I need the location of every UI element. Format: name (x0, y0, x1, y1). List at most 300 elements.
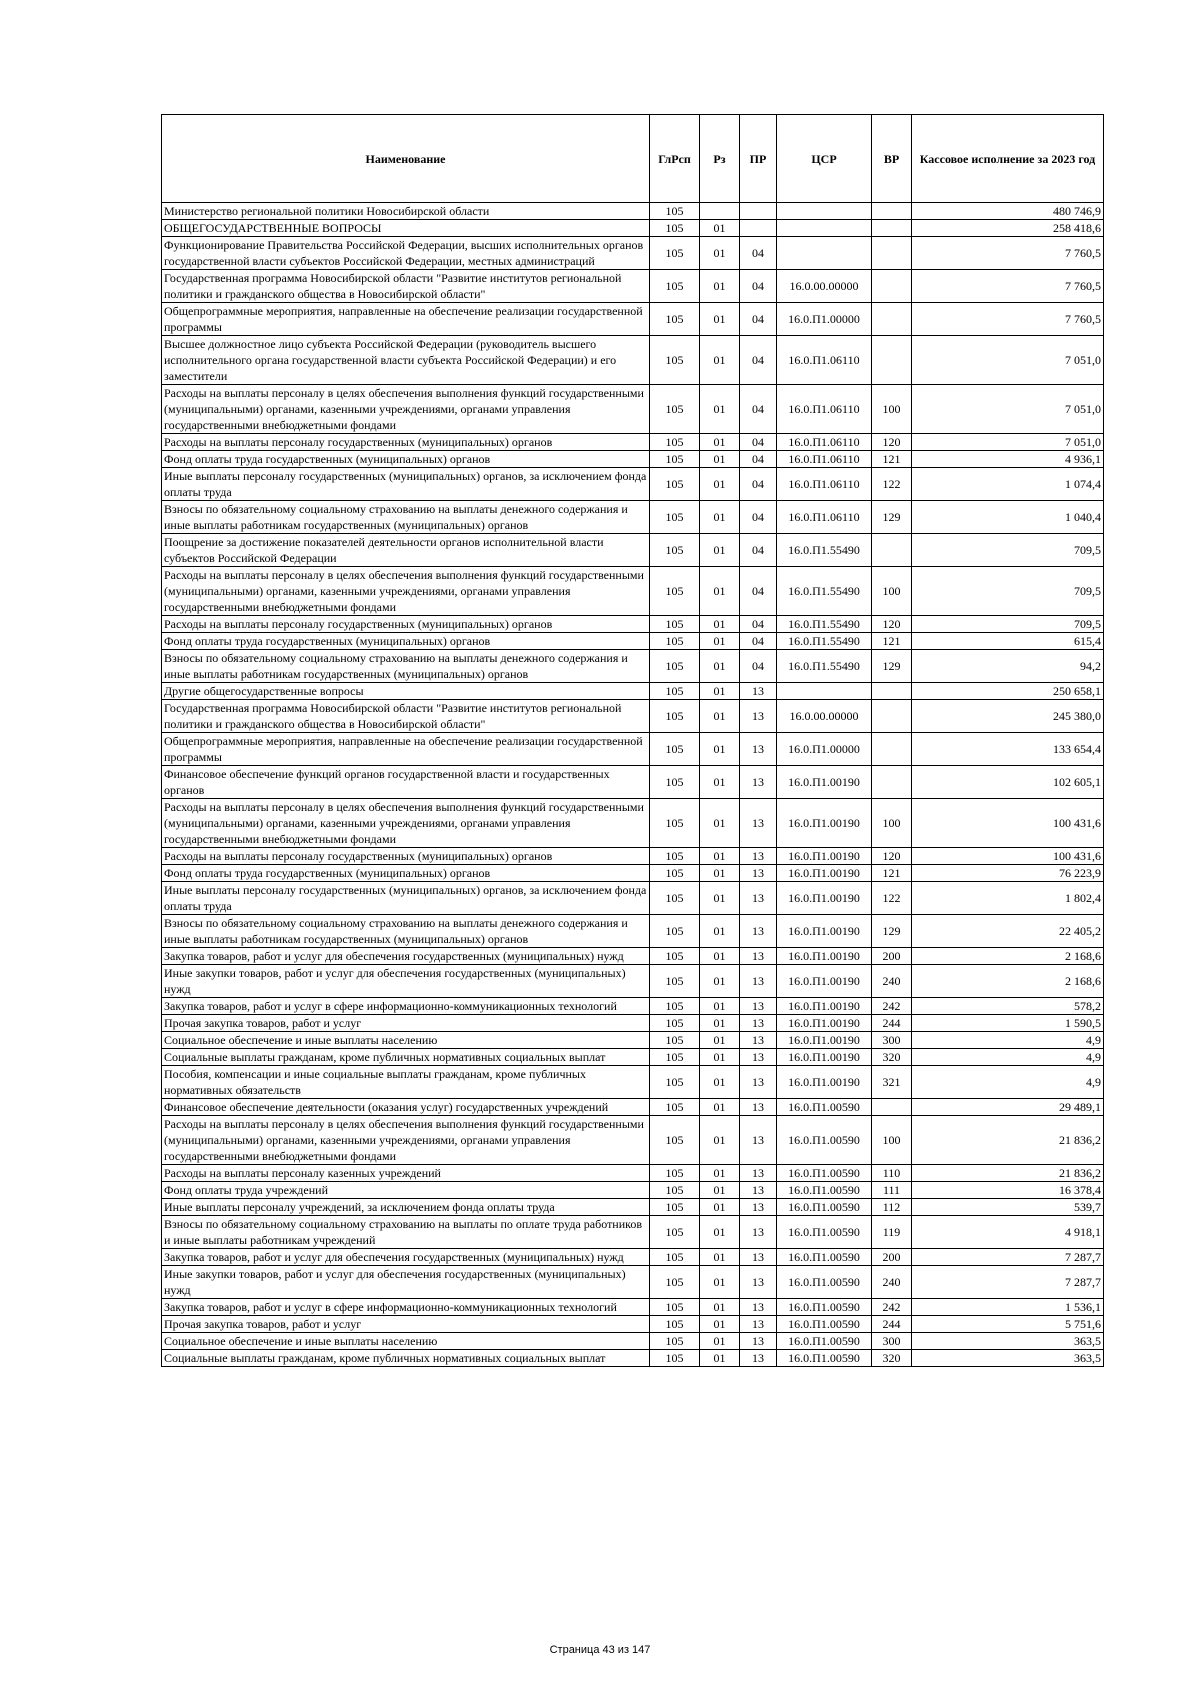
table-row (162, 451, 1104, 468)
cell-vr: 110 (872, 1165, 912, 1182)
cell-name: Фонд оплаты труда государственных (муниципальных) органов (162, 633, 650, 650)
cell-pr: 13 (740, 1165, 777, 1182)
cell-vr: 120 (872, 616, 912, 633)
cell-amount: 7 760,5 (912, 303, 1104, 336)
cell-name: Взносы по обязательному социальному страхованию на выплаты денежного содержания и иные выплаты работникам государственных (муниципальных) органов (162, 915, 650, 948)
table-row (162, 700, 1104, 733)
cell-rz: 01 (700, 567, 740, 616)
cell-amount: 258 418,6 (912, 220, 1104, 237)
cell-rz: 01 (700, 1032, 740, 1049)
cell-pr: 04 (740, 567, 777, 616)
table-row (162, 766, 1104, 799)
cell-name: Функционирование Правительства Российской Федерации, высших исполнительных органов государственной власти субъектов Российской Федерации, местных администраций (162, 237, 650, 270)
cell-pr: 04 (740, 616, 777, 633)
cell-name: Другие общегосударственные вопросы (162, 683, 650, 700)
cell-name: Взносы по обязательному социальному страхованию на выплаты по оплате труда работников и иные выплаты работникам учреждений (162, 1216, 650, 1249)
cell-name: Расходы на выплаты персоналу в целях обеспечения выполнения функций государственными (муниципальными) органами, казенными учреждениями, органами управления государственными внебюджетными фондами (162, 567, 650, 616)
cell-vr: 121 (872, 451, 912, 468)
cell-glrsp: 105 (650, 683, 700, 700)
cell-rz: 01 (700, 237, 740, 270)
page-number: Страница 43 из 147 (549, 1644, 651, 1656)
table-row (162, 1032, 1104, 1049)
table-row (162, 683, 1104, 700)
cell-glrsp: 105 (650, 848, 700, 865)
cell-glrsp: 105 (650, 1333, 700, 1350)
cell-csr: 16.0.П1.06110 (777, 385, 872, 434)
table-header-row (162, 115, 1104, 203)
header-glrsp: ГлРсп (650, 115, 700, 203)
cell-csr: 16.0.П1.55490 (777, 567, 872, 616)
cell-vr: 120 (872, 434, 912, 451)
cell-name: Социальные выплаты гражданам, кроме публичных нормативных социальных выплат (162, 1350, 650, 1367)
table-row (162, 303, 1104, 336)
cell-amount: 1 536,1 (912, 1299, 1104, 1316)
cell-pr: 04 (740, 303, 777, 336)
cell-amount: 2 168,6 (912, 965, 1104, 998)
header-pr: ПР (740, 115, 777, 203)
cell-vr: 320 (872, 1350, 912, 1367)
cell-vr: 119 (872, 1216, 912, 1249)
cell-csr: 16.0.П1.00190 (777, 865, 872, 882)
table-row (162, 948, 1104, 965)
cell-amount: 1 074,4 (912, 468, 1104, 501)
cell-amount: 7 051,0 (912, 336, 1104, 385)
cell-amount: 21 836,2 (912, 1165, 1104, 1182)
cell-csr (777, 683, 872, 700)
cell-amount: 100 431,6 (912, 848, 1104, 865)
cell-rz: 01 (700, 766, 740, 799)
cell-vr: 320 (872, 1049, 912, 1066)
cell-rz: 01 (700, 1316, 740, 1333)
cell-pr: 04 (740, 385, 777, 434)
cell-amount: 709,5 (912, 616, 1104, 633)
cell-glrsp: 105 (650, 1266, 700, 1299)
cell-name: Расходы на выплаты персоналу в целях обеспечения выполнения функций государственными (муниципальными) органами, казенными учреждениями, органами управления государственными внебюджетными фондами (162, 799, 650, 848)
cell-rz: 01 (700, 948, 740, 965)
cell-pr: 04 (740, 270, 777, 303)
cell-pr: 13 (740, 683, 777, 700)
cell-amount: 539,7 (912, 1199, 1104, 1216)
table-row (162, 1249, 1104, 1266)
cell-vr: 129 (872, 501, 912, 534)
cell-vr: 321 (872, 1066, 912, 1099)
table-row (162, 1199, 1104, 1216)
table-row (162, 633, 1104, 650)
cell-glrsp: 105 (650, 1316, 700, 1333)
cell-amount: 709,5 (912, 567, 1104, 616)
cell-rz: 01 (700, 733, 740, 766)
cell-rz: 01 (700, 1165, 740, 1182)
cell-pr: 04 (740, 451, 777, 468)
cell-amount: 4,9 (912, 1049, 1104, 1066)
cell-glrsp: 105 (650, 1099, 700, 1116)
cell-rz (700, 203, 740, 220)
cell-csr: 16.0.П1.06110 (777, 434, 872, 451)
cell-pr: 13 (740, 1099, 777, 1116)
cell-amount: 7 287,7 (912, 1266, 1104, 1299)
cell-csr: 16.0.П1.06110 (777, 451, 872, 468)
cell-vr (872, 203, 912, 220)
cell-name: Финансовое обеспечение функций органов государственной власти и государственных органов (162, 766, 650, 799)
cell-csr: 16.0.00.00000 (777, 700, 872, 733)
cell-amount: 245 380,0 (912, 700, 1104, 733)
table-row (162, 1316, 1104, 1333)
cell-rz: 01 (700, 434, 740, 451)
table-row (162, 1333, 1104, 1350)
cell-csr (777, 237, 872, 270)
cell-rz: 01 (700, 1266, 740, 1299)
cell-vr: 100 (872, 567, 912, 616)
header-vr: ВР (872, 115, 912, 203)
cell-glrsp: 105 (650, 1249, 700, 1266)
cell-glrsp: 105 (650, 1299, 700, 1316)
cell-pr: 13 (740, 1216, 777, 1249)
cell-amount: 709,5 (912, 534, 1104, 567)
cell-glrsp: 105 (650, 733, 700, 766)
cell-csr: 16.0.П1.06110 (777, 336, 872, 385)
cell-pr: 04 (740, 468, 777, 501)
table-row (162, 534, 1104, 567)
cell-name: Социальное обеспечение и иные выплаты населению (162, 1032, 650, 1049)
cell-name: Общепрограммные мероприятия, направленные на обеспечение реализации государственной программы (162, 733, 650, 766)
cell-name: Закупка товаров, работ и услуг для обеспечения государственных (муниципальных) нужд (162, 948, 650, 965)
table-row (162, 434, 1104, 451)
cell-pr: 13 (740, 915, 777, 948)
cell-pr: 13 (740, 799, 777, 848)
cell-vr (872, 766, 912, 799)
table-row (162, 567, 1104, 616)
cell-amount: 7 051,0 (912, 385, 1104, 434)
cell-rz: 01 (700, 1249, 740, 1266)
cell-rz: 01 (700, 700, 740, 733)
cell-vr: 244 (872, 1316, 912, 1333)
table-row (162, 1015, 1104, 1032)
cell-name: Иные выплаты персоналу учреждений, за исключением фонда оплаты труда (162, 1199, 650, 1216)
cell-rz: 01 (700, 1216, 740, 1249)
cell-rz: 01 (700, 915, 740, 948)
cell-amount: 1 040,4 (912, 501, 1104, 534)
cell-name: Иные закупки товаров, работ и услуг для обеспечения государственных (муниципальных) нужд (162, 965, 650, 998)
cell-name: Расходы на выплаты персоналу в целях обеспечения выполнения функций государственными (муниципальными) органами, казенными учреждениями, органами управления государственными внебюджетными фондами (162, 1116, 650, 1165)
cell-vr: 121 (872, 865, 912, 882)
cell-amount: 615,4 (912, 633, 1104, 650)
cell-glrsp: 105 (650, 220, 700, 237)
cell-name: ОБЩЕГОСУДАРСТВЕННЫЕ ВОПРОСЫ (162, 220, 650, 237)
cell-rz: 01 (700, 1299, 740, 1316)
cell-csr: 16.0.П1.00590 (777, 1099, 872, 1116)
cell-pr: 13 (740, 998, 777, 1015)
cell-amount: 1 802,4 (912, 882, 1104, 915)
cell-glrsp: 105 (650, 303, 700, 336)
cell-rz: 01 (700, 1116, 740, 1165)
cell-pr: 13 (740, 1350, 777, 1367)
cell-pr: 13 (740, 1299, 777, 1316)
cell-vr (872, 237, 912, 270)
cell-amount: 578,2 (912, 998, 1104, 1015)
cell-pr: 04 (740, 336, 777, 385)
budget-table (161, 114, 1104, 1367)
cell-glrsp: 105 (650, 1216, 700, 1249)
cell-rz: 01 (700, 616, 740, 633)
table-body (162, 203, 1104, 1367)
cell-rz: 01 (700, 336, 740, 385)
cell-amount: 94,2 (912, 650, 1104, 683)
table-row (162, 1116, 1104, 1165)
cell-csr: 16.0.П1.06110 (777, 501, 872, 534)
cell-rz: 01 (700, 220, 740, 237)
cell-rz: 01 (700, 633, 740, 650)
cell-csr: 16.0.П1.00190 (777, 1032, 872, 1049)
cell-pr: 13 (740, 882, 777, 915)
cell-glrsp: 105 (650, 270, 700, 303)
cell-vr: 240 (872, 1266, 912, 1299)
cell-glrsp: 105 (650, 965, 700, 998)
cell-vr (872, 220, 912, 237)
cell-pr: 04 (740, 650, 777, 683)
cell-glrsp: 105 (650, 650, 700, 683)
table-row (162, 1299, 1104, 1316)
table-row (162, 1099, 1104, 1116)
cell-amount: 2 168,6 (912, 948, 1104, 965)
cell-vr (872, 700, 912, 733)
table-row (162, 882, 1104, 915)
cell-name: Расходы на выплаты персоналу государственных (муниципальных) органов (162, 616, 650, 633)
cell-glrsp: 105 (650, 203, 700, 220)
cell-name: Финансовое обеспечение деятельности (оказания услуг) государственных учреждений (162, 1099, 650, 1116)
cell-pr: 13 (740, 733, 777, 766)
cell-glrsp: 105 (650, 501, 700, 534)
cell-pr: 13 (740, 1066, 777, 1099)
cell-csr: 16.0.П1.55490 (777, 633, 872, 650)
table-row (162, 203, 1104, 220)
budget-table-container (161, 114, 1103, 1367)
cell-csr: 16.0.П1.55490 (777, 534, 872, 567)
cell-amount: 22 405,2 (912, 915, 1104, 948)
cell-csr: 16.0.П1.00590 (777, 1299, 872, 1316)
cell-csr: 16.0.П1.00590 (777, 1316, 872, 1333)
cell-csr (777, 203, 872, 220)
cell-vr (872, 683, 912, 700)
cell-amount: 4 918,1 (912, 1216, 1104, 1249)
cell-vr: 244 (872, 1015, 912, 1032)
cell-csr: 16.0.П1.00590 (777, 1266, 872, 1299)
cell-amount: 76 223,9 (912, 865, 1104, 882)
cell-rz: 01 (700, 303, 740, 336)
table-row (162, 965, 1104, 998)
table-row (162, 1165, 1104, 1182)
cell-name: Социальные выплаты гражданам, кроме публичных нормативных социальных выплат (162, 1049, 650, 1066)
cell-vr: 242 (872, 1299, 912, 1316)
cell-vr: 100 (872, 799, 912, 848)
cell-vr: 300 (872, 1333, 912, 1350)
cell-glrsp: 105 (650, 1049, 700, 1066)
cell-glrsp: 105 (650, 1066, 700, 1099)
cell-name: Фонд оплаты труда учреждений (162, 1182, 650, 1199)
cell-rz: 01 (700, 865, 740, 882)
cell-vr: 129 (872, 915, 912, 948)
table-row (162, 650, 1104, 683)
cell-csr: 16.0.П1.00590 (777, 1333, 872, 1350)
cell-amount: 250 658,1 (912, 683, 1104, 700)
cell-name: Иные выплаты персоналу государственных (муниципальных) органов, за исключением фонда оплаты труда (162, 882, 650, 915)
cell-name: Государственная программа Новосибирской области "Развитие институтов региональной политики и гражданского общества в Новосибирской области" (162, 700, 650, 733)
cell-amount: 7 760,5 (912, 270, 1104, 303)
cell-pr: 04 (740, 534, 777, 567)
cell-glrsp: 105 (650, 451, 700, 468)
cell-name: Поощрение за достижение показателей деятельности органов исполнительной власти субъектов Российской Федерации (162, 534, 650, 567)
cell-pr: 13 (740, 766, 777, 799)
cell-rz: 01 (700, 799, 740, 848)
cell-glrsp: 105 (650, 915, 700, 948)
cell-glrsp: 105 (650, 336, 700, 385)
cell-pr: 13 (740, 700, 777, 733)
cell-amount: 1 590,5 (912, 1015, 1104, 1032)
cell-pr: 13 (740, 1015, 777, 1032)
cell-csr: 16.0.П1.00190 (777, 948, 872, 965)
cell-csr: 16.0.П1.00190 (777, 766, 872, 799)
cell-glrsp: 105 (650, 633, 700, 650)
cell-amount: 363,5 (912, 1350, 1104, 1367)
cell-csr: 16.0.П1.00190 (777, 1066, 872, 1099)
cell-pr (740, 220, 777, 237)
cell-amount: 29 489,1 (912, 1099, 1104, 1116)
cell-vr (872, 733, 912, 766)
cell-glrsp: 105 (650, 700, 700, 733)
cell-glrsp: 105 (650, 567, 700, 616)
table-row (162, 1350, 1104, 1367)
header-csr: ЦСР (777, 115, 872, 203)
cell-name: Прочая закупка товаров, работ и услуг (162, 1015, 650, 1032)
cell-vr: 129 (872, 650, 912, 683)
cell-vr (872, 270, 912, 303)
cell-glrsp: 105 (650, 865, 700, 882)
cell-csr: 16.0.П1.00190 (777, 1015, 872, 1032)
cell-rz: 01 (700, 534, 740, 567)
cell-name: Высшее должностное лицо субъекта Российской Федерации (руководитель высшего исполнительного органа государственной власти субъекта Российской Федерации) и его заместители (162, 336, 650, 385)
cell-csr (777, 220, 872, 237)
cell-name: Взносы по обязательному социальному страхованию на выплаты денежного содержания и иные выплаты работникам государственных (муниципальных) органов (162, 650, 650, 683)
cell-amount: 480 746,9 (912, 203, 1104, 220)
cell-csr: 16.0.П1.00000 (777, 733, 872, 766)
cell-pr: 13 (740, 865, 777, 882)
cell-rz: 01 (700, 385, 740, 434)
cell-amount: 363,5 (912, 1333, 1104, 1350)
cell-name: Расходы на выплаты персоналу государственных (муниципальных) органов (162, 848, 650, 865)
cell-amount: 16 378,4 (912, 1182, 1104, 1199)
cell-glrsp: 105 (650, 998, 700, 1015)
cell-vr: 112 (872, 1199, 912, 1216)
cell-vr: 100 (872, 385, 912, 434)
cell-pr: 13 (740, 948, 777, 965)
cell-glrsp: 105 (650, 882, 700, 915)
cell-glrsp: 105 (650, 948, 700, 965)
cell-glrsp: 105 (650, 1199, 700, 1216)
cell-pr: 13 (740, 1049, 777, 1066)
cell-glrsp: 105 (650, 1350, 700, 1367)
cell-glrsp: 105 (650, 434, 700, 451)
cell-glrsp: 105 (650, 1165, 700, 1182)
cell-csr: 16.0.П1.00590 (777, 1249, 872, 1266)
cell-vr: 122 (872, 468, 912, 501)
cell-csr: 16.0.П1.06110 (777, 468, 872, 501)
cell-rz: 01 (700, 1182, 740, 1199)
cell-name: Министерство региональной политики Новосибирской области (162, 203, 650, 220)
cell-name: Фонд оплаты труда государственных (муниципальных) органов (162, 865, 650, 882)
cell-name: Социальное обеспечение и иные выплаты населению (162, 1333, 650, 1350)
cell-glrsp: 105 (650, 385, 700, 434)
table-row (162, 1216, 1104, 1249)
table-row (162, 915, 1104, 948)
cell-glrsp: 105 (650, 468, 700, 501)
cell-amount: 5 751,6 (912, 1316, 1104, 1333)
cell-pr: 13 (740, 848, 777, 865)
cell-glrsp: 105 (650, 237, 700, 270)
table-row (162, 848, 1104, 865)
table-row (162, 616, 1104, 633)
table-row (162, 501, 1104, 534)
table-row (162, 799, 1104, 848)
cell-rz: 01 (700, 451, 740, 468)
cell-rz: 01 (700, 501, 740, 534)
cell-rz: 01 (700, 650, 740, 683)
cell-csr: 16.0.П1.00190 (777, 998, 872, 1015)
cell-pr: 13 (740, 1333, 777, 1350)
cell-rz: 01 (700, 1066, 740, 1099)
cell-rz: 01 (700, 683, 740, 700)
cell-pr: 13 (740, 1182, 777, 1199)
cell-vr (872, 1099, 912, 1116)
cell-csr: 16.0.П1.00590 (777, 1350, 872, 1367)
cell-pr: 04 (740, 237, 777, 270)
cell-vr: 300 (872, 1032, 912, 1049)
cell-rz: 01 (700, 1350, 740, 1367)
cell-pr: 13 (740, 1316, 777, 1333)
table-row (162, 1049, 1104, 1066)
cell-vr: 200 (872, 1249, 912, 1266)
table-row (162, 865, 1104, 882)
table-row (162, 385, 1104, 434)
cell-name: Расходы на выплаты персоналу в целях обеспечения выполнения функций государственными (муниципальными) органами, казенными учреждениями, органами управления государственными внебюджетными фондами (162, 385, 650, 434)
cell-rz: 01 (700, 1015, 740, 1032)
cell-amount: 7 051,0 (912, 434, 1104, 451)
cell-name: Расходы на выплаты персоналу государственных (муниципальных) органов (162, 434, 650, 451)
cell-vr: 122 (872, 882, 912, 915)
cell-name: Прочая закупка товаров, работ и услуг (162, 1316, 650, 1333)
cell-csr: 16.0.П1.00590 (777, 1216, 872, 1249)
cell-pr: 13 (740, 965, 777, 998)
cell-vr: 100 (872, 1116, 912, 1165)
cell-rz: 01 (700, 882, 740, 915)
cell-vr: 120 (872, 848, 912, 865)
cell-name: Закупка товаров, работ и услуг в сфере информационно-коммуникационных технологий (162, 998, 650, 1015)
table-row (162, 468, 1104, 501)
cell-name: Иные выплаты персоналу государственных (муниципальных) органов, за исключением фонда оплаты труда (162, 468, 650, 501)
cell-name: Закупка товаров, работ и услуг для обеспечения государственных (муниципальных) нужд (162, 1249, 650, 1266)
cell-vr (872, 534, 912, 567)
cell-name: Иные закупки товаров, работ и услуг для обеспечения государственных (муниципальных) нужд (162, 1266, 650, 1299)
cell-pr: 13 (740, 1116, 777, 1165)
cell-amount: 133 654,4 (912, 733, 1104, 766)
cell-glrsp: 105 (650, 766, 700, 799)
cell-rz: 01 (700, 848, 740, 865)
cell-rz: 01 (700, 1049, 740, 1066)
cell-glrsp: 105 (650, 534, 700, 567)
cell-name: Общепрограммные мероприятия, направленные на обеспечение реализации государственной программы (162, 303, 650, 336)
cell-pr (740, 203, 777, 220)
cell-csr: 16.0.П1.00590 (777, 1116, 872, 1165)
cell-glrsp: 105 (650, 1032, 700, 1049)
cell-rz: 01 (700, 998, 740, 1015)
